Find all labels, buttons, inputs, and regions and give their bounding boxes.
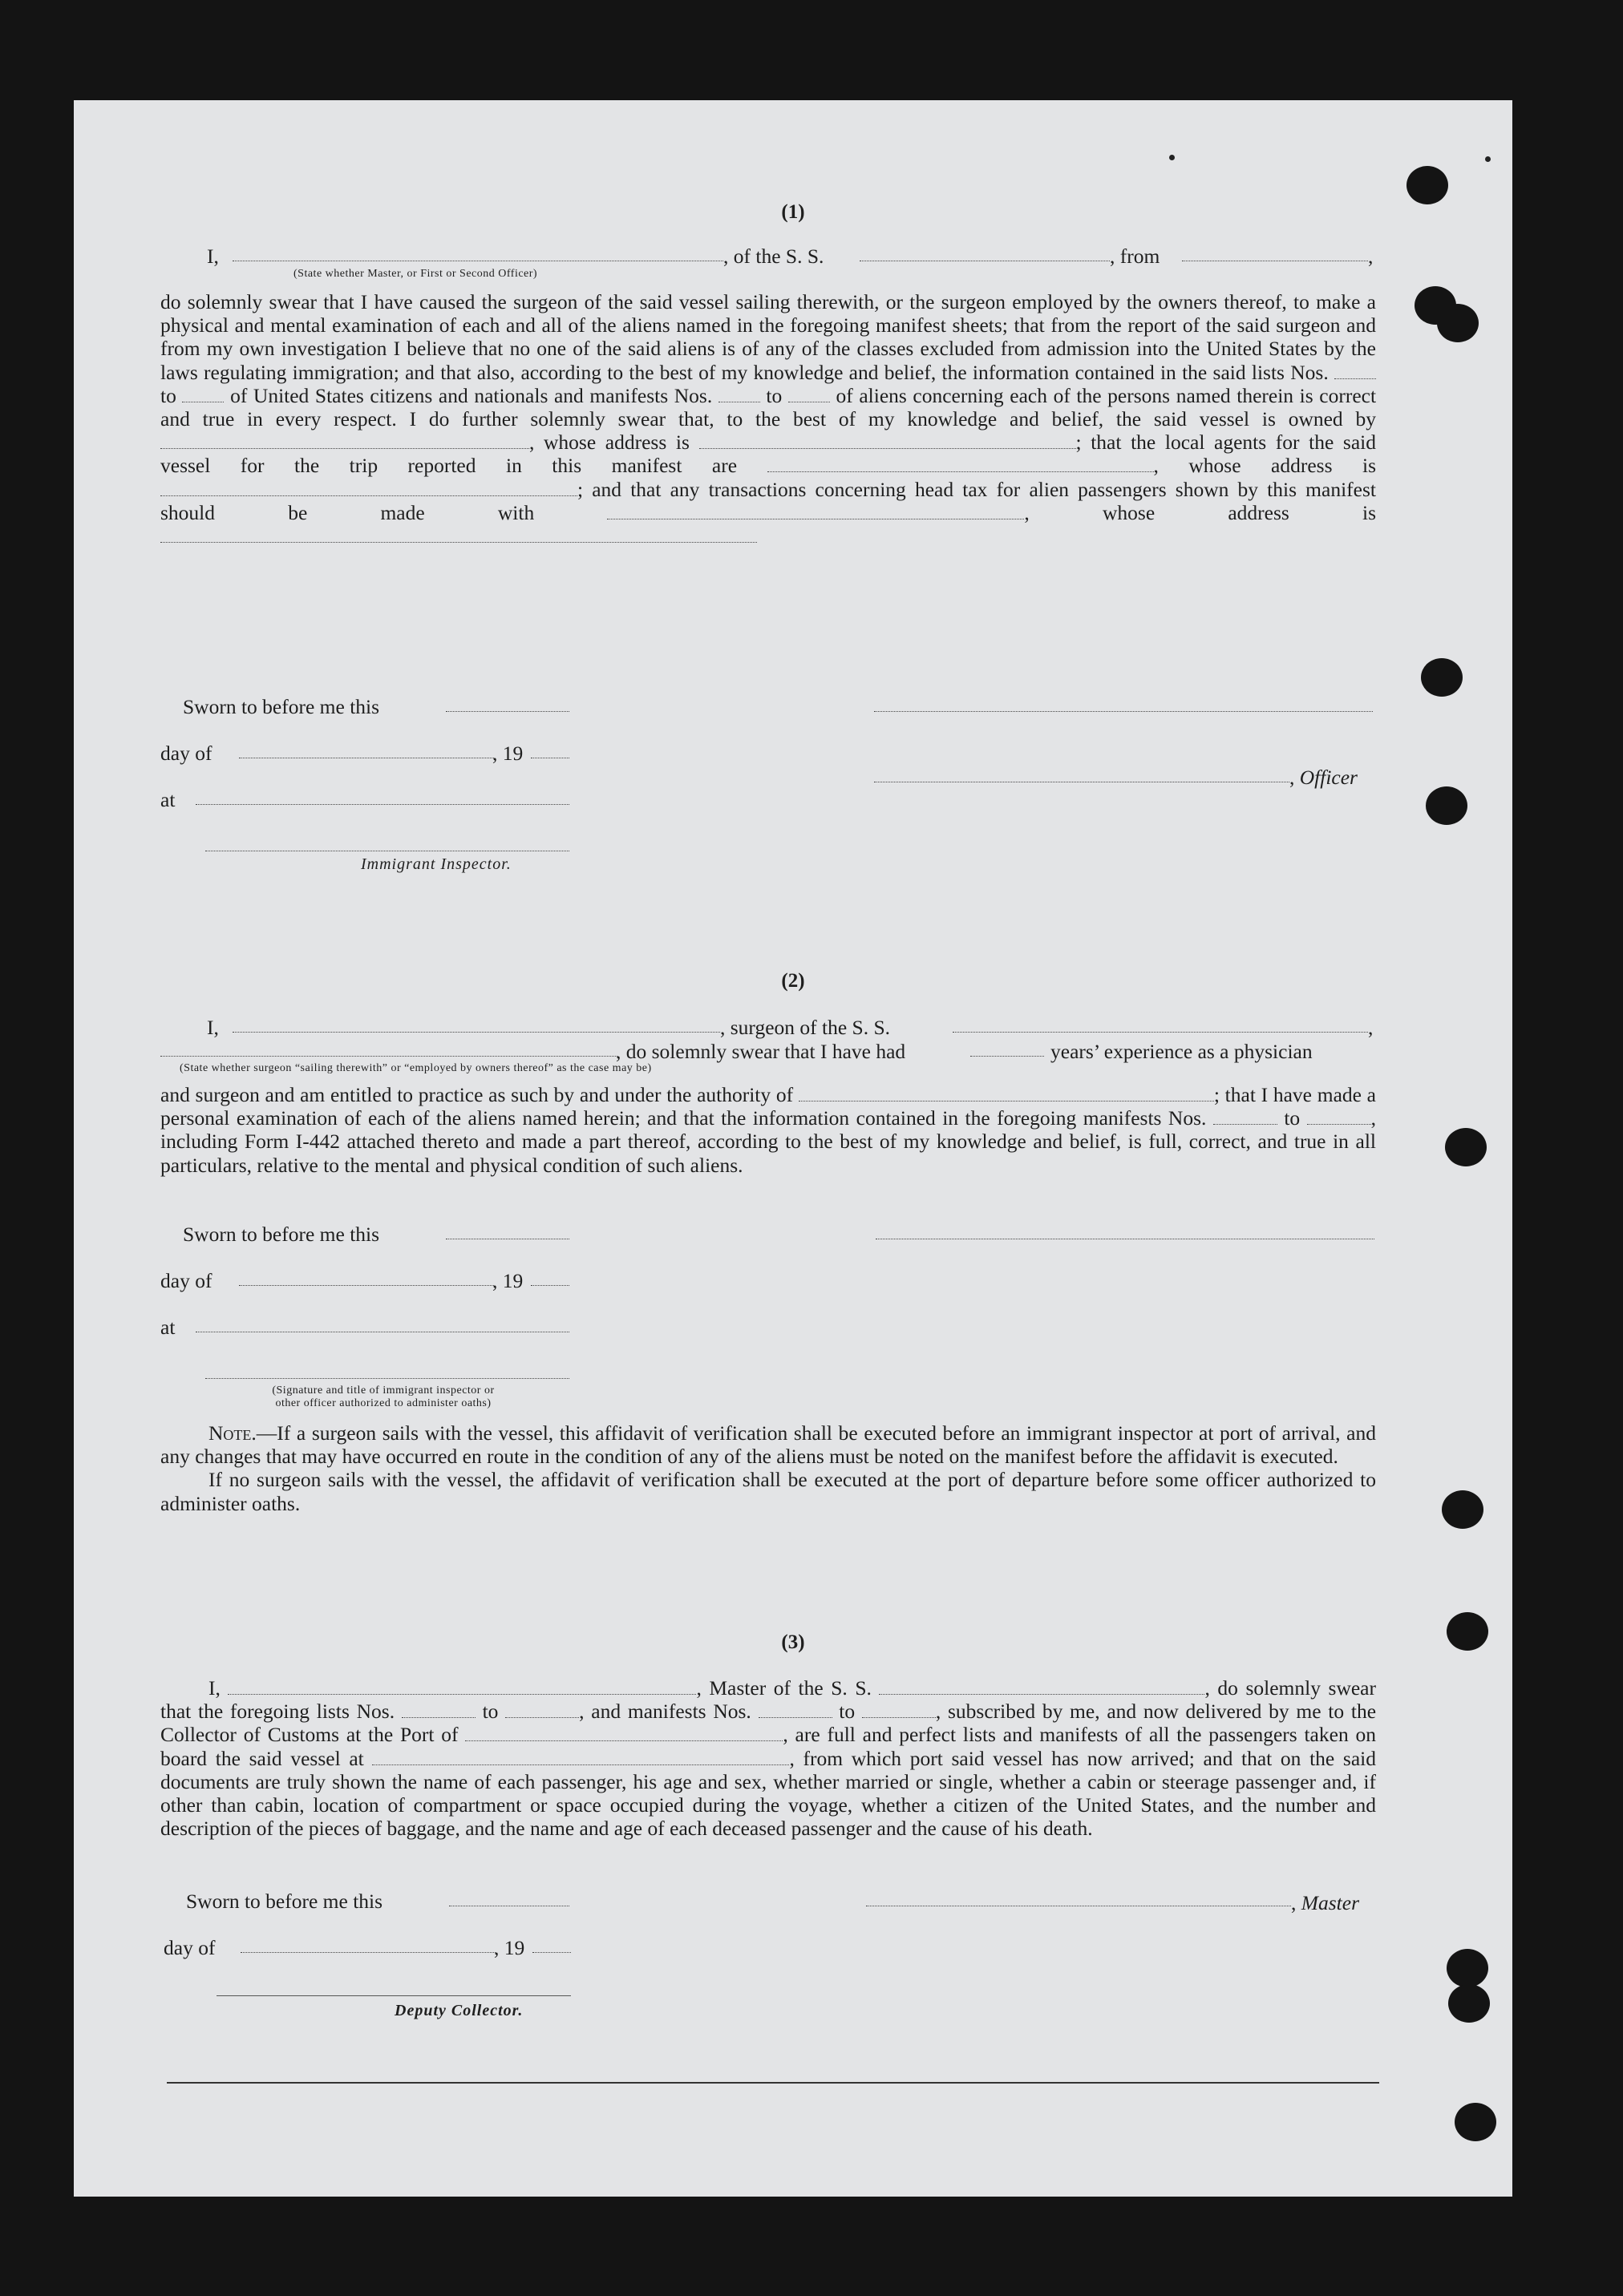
s3-and-manifests: , and manifests Nos. <box>579 1700 751 1724</box>
deputy-signature-line[interactable] <box>217 1995 571 1996</box>
s1-to-a: to <box>160 383 176 407</box>
s1-of-the-ss: , of the S. S. <box>723 245 824 268</box>
punch-hole <box>1406 166 1448 204</box>
s3-to-b: to <box>839 1700 856 1724</box>
s1-text-2: of United States citizens and nationals and manifests Nos. <box>230 383 713 407</box>
section-1-number: (1) <box>781 201 805 223</box>
s2-manifest-from-field[interactable] <box>1213 1114 1277 1125</box>
owner-address-field[interactable] <box>699 439 1076 449</box>
boarding-port-field[interactable] <box>372 1755 789 1765</box>
s2-status-note: (State whether surgeon “sailing therewith” or “employed by owners thereof” as the case may be) <box>180 1062 652 1074</box>
head-tax-party-field[interactable] <box>607 509 1024 519</box>
punch-hole <box>1448 1984 1490 2023</box>
s2-sworn: Sworn to before me this <box>183 1223 380 1246</box>
s2-year-line[interactable] <box>531 1285 569 1286</box>
s2-text-2: ; that I have made a personal examination of each of the aliens named herein; and that the information contained in the foregoing manifests Nos. <box>160 1083 1377 1130</box>
officer-label: , Officer <box>1289 766 1358 789</box>
s3-text-2: , are full and perfect lists and manifests of all the passengers taken on board the said vessel at <box>160 1723 1376 1770</box>
deputy-caption: Deputy Collector. <box>395 2002 524 2019</box>
speck <box>1485 156 1491 162</box>
manifest-no-from-field[interactable] <box>718 392 760 402</box>
s2-year-prefix: , 19 <box>492 1269 524 1292</box>
s3-list-from-field[interactable] <box>402 1708 476 1718</box>
s2-to: to <box>1284 1106 1301 1130</box>
years-experience-line[interactable] <box>970 1056 1044 1057</box>
surgeon-status-line[interactable] <box>160 1056 617 1057</box>
s3-month-line[interactable] <box>241 1952 496 1953</box>
s2-text-3: , including Form I-442 attached thereto and made a part thereof, according to the best of my knowledge and belief, is full, correct, and true in all particulars, relative to the mental and physical condition of such aliens. <box>160 1106 1377 1177</box>
s3-to-a: to <box>482 1700 499 1724</box>
s1-at: at <box>160 788 176 811</box>
s1-text-3: of aliens concerning each of the persons named therein is correct and true in every respect. I do further solemnly swear that, to the best of my knowledge and belief, the said vessel is owned by <box>160 383 1377 431</box>
s1-year-prefix: , 19 <box>492 742 524 765</box>
s2-text-1: and surgeon and am entitled to practice as such by and under the authority of <box>160 1083 794 1106</box>
manifest-no-to-field[interactable] <box>788 392 830 402</box>
punch-hole <box>1426 786 1467 825</box>
s3-vessel-field[interactable] <box>879 1684 1204 1695</box>
surgeon-name-line[interactable] <box>233 1032 720 1033</box>
port-field[interactable] <box>465 1731 783 1741</box>
form-page <box>74 100 1512 2197</box>
punch-hole <box>1421 658 1463 697</box>
s1-text-1: do solemnly swear that I have caused the surgeon of the said vessel sailing therewith, or the surgeon employed by the owners thereof, to make a physical and mental examination of each and all of the aliens named in the foregoing manifest sheets; that from the report of the said surgeon and from my own investigation I believe that no one of the said aliens is of any of the classes excluded from admission into the United States by the laws regulating immigration; and that also, according to the best of my knowledge and belief, the information contained in the said lists Nos. <box>160 290 1376 384</box>
s2-officer-signature-line[interactable] <box>205 1378 569 1379</box>
speck <box>1169 155 1175 160</box>
punch-hole <box>1442 1490 1483 1529</box>
s1-text-4: , whose address is <box>529 430 690 455</box>
s1-text-7: ; and that any transactions concerning head tax for alien passengers shown by this manifest should be made with <box>160 477 1376 524</box>
s1-from: , from <box>1110 245 1160 268</box>
s2-note <box>160 1421 1376 1515</box>
head-tax-address-field[interactable] <box>160 532 757 543</box>
s3-list-to-field[interactable] <box>505 1708 579 1718</box>
s2-caption-1: (Signature and title of immigrant inspector or <box>272 1384 495 1397</box>
s2-years: years’ experience as a physician <box>1050 1040 1313 1063</box>
note-text: .—If a surgeon sails with the vessel, this affidavit of verification shall be executed before an immigrant inspector at port of arrival, and any changes that may have occurred en route in the condition of any of the aliens must be noted on the manifest before the affidavit is executed. <box>160 1421 1376 1469</box>
s3-i: I, <box>208 1676 221 1700</box>
bottom-rule <box>167 2082 1379 2084</box>
s3-manifest-from-field[interactable] <box>759 1708 832 1718</box>
owner-field[interactable] <box>160 439 529 449</box>
master-name-field[interactable] <box>228 1684 696 1695</box>
s2-vessel-line[interactable] <box>953 1032 1368 1033</box>
s2-caption-2: other officer authorized to administer oaths) <box>275 1397 492 1409</box>
s2-surgeon-of: , surgeon of the S. S. <box>720 1016 891 1039</box>
s3-body <box>160 1676 1376 1840</box>
s1-sworn: Sworn to before me this <box>183 695 380 718</box>
s1-place-line[interactable] <box>196 804 569 805</box>
s2-i: I, <box>207 1016 219 1039</box>
s1-rank-note: (State whether Master, or First or Second Officer) <box>293 268 538 280</box>
s3-swear: , do solemnly swear that the foregoing lists Nos. <box>160 1676 1376 1724</box>
inspector-caption: Immigrant Inspector. <box>361 855 512 873</box>
s1-text-5: ; that the local agents for the said vessel for the trip reported in this manifest are <box>160 430 1377 478</box>
s1-sworn-day-line[interactable] <box>446 711 569 712</box>
note-label: Note <box>208 1421 252 1445</box>
punch-hole <box>1437 304 1479 342</box>
s3-master-of: , Master of the S. S. <box>696 1676 872 1700</box>
s2-at: at <box>160 1316 176 1339</box>
list-no-to-field[interactable] <box>182 392 224 402</box>
s3-text-3: , from which port said vessel has now arrived; and that on the said documents are truly shown the name of each passenger, his age and sex, whether married or single, whether a cabin or steerage passenger and, if other than cabin, location of compartment or space occupied during the voyage, whether a citizen of the United States, and the number and description of the pieces of baggage, and the name and age of each deceased passenger and the cause of his death. <box>160 1746 1377 1841</box>
s3-year-prefix: , 19 <box>494 1936 525 1959</box>
s3-sworn: Sworn to before me this <box>186 1890 383 1913</box>
s2-comma: , <box>1368 1016 1374 1039</box>
s1-text-8: , whose address is <box>1024 500 1377 524</box>
s1-i: I, <box>207 245 219 268</box>
s2-swear: , do solemnly swear that I have had <box>616 1040 906 1063</box>
s2-manifest-to-field[interactable] <box>1307 1114 1371 1125</box>
punch-hole <box>1447 1949 1488 1987</box>
section-2-number: (2) <box>781 970 805 992</box>
s3-text-1: , subscribed by me, and now delivered by me to the Collector of Customs at the Port of <box>160 1700 1377 1747</box>
s3-day-of: day of <box>164 1936 216 1959</box>
s2-day-of: day of <box>160 1269 212 1292</box>
s1-to-b: to <box>766 383 783 407</box>
section-3-number: (3) <box>781 1631 805 1653</box>
license-authority-field[interactable] <box>799 1091 1214 1102</box>
local-agents-field[interactable] <box>767 462 1154 472</box>
s2-month-line[interactable] <box>239 1285 494 1286</box>
s1-day-of: day of <box>160 742 212 765</box>
s1-body <box>160 290 1376 548</box>
s3-year-line[interactable] <box>532 1952 571 1953</box>
punch-hole <box>1455 2103 1496 2141</box>
list-no-from-field[interactable] <box>1334 369 1376 379</box>
s2-body <box>160 1083 1376 1177</box>
note-text-2: If no surgeon sails with the vessel, the affidavit of verification shall be executed at the port of departure before some officer authorized to administer oaths. <box>160 1468 1376 1515</box>
agents-address-field[interactable] <box>160 486 577 496</box>
s1-comma: , <box>1368 245 1374 268</box>
s3-manifest-to-field[interactable] <box>862 1708 936 1718</box>
s1-text-6: , whose address is <box>1153 454 1376 478</box>
punch-hole <box>1445 1128 1487 1166</box>
master-label: , Master <box>1291 1891 1359 1914</box>
s1-signature-line[interactable] <box>874 711 1373 712</box>
